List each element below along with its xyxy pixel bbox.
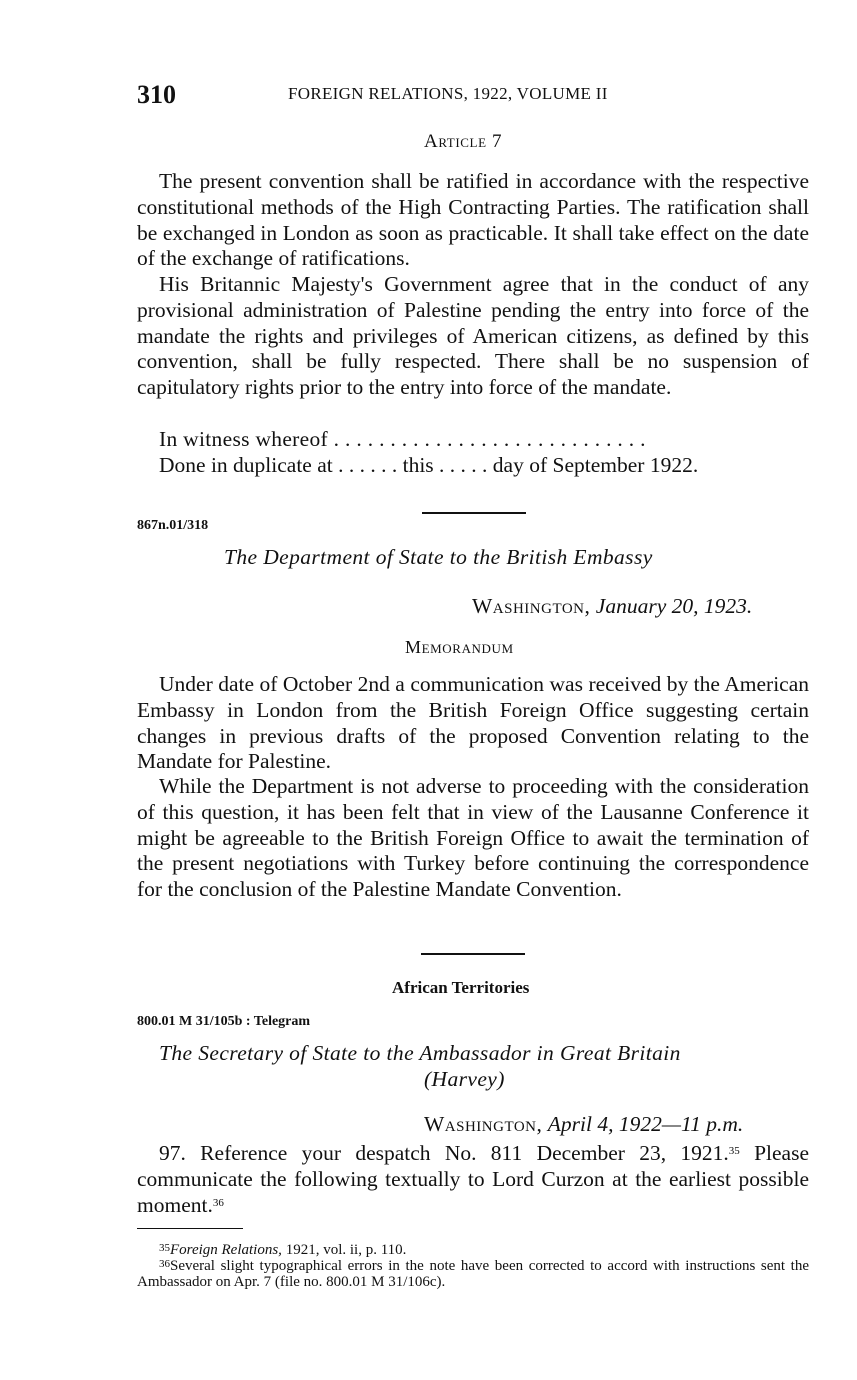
article-paragraph-1 (137, 169, 809, 272)
file-number: 800.01 M 31/105b : Telegram (137, 1014, 311, 1029)
footnote-36 (137, 1259, 809, 1290)
dateline-date: January 20, 1923. (595, 594, 753, 618)
footnote-text: 1921, vol. ii, p. 110. (281, 1242, 407, 1258)
memorandum-paragraph-1 (137, 672, 809, 775)
footnote-ref-35: 35 (728, 1145, 740, 1157)
article-paragraph-2 (137, 272, 809, 401)
article-paragraph-1-text: The present convention shall be ratified in accordance with the respective constitutional methods of the High Contracting Parties. The ratification shall be exchanged in London as soon as practicable. It shall take effect on the date of the exchange of ratifications. (137, 169, 809, 271)
footnote-title: Foreign Relations, (170, 1242, 282, 1258)
footnote-35 (137, 1243, 809, 1259)
dateline (472, 594, 752, 619)
footnote-rule (137, 1228, 243, 1229)
document-title: The Secretary of State to the Ambassador in Great Britain (159, 1041, 681, 1065)
footnote-text: Several slight typographical errors in the note have been corrected to accord with instructions sent the Ambassador on Apr. 7 (file no. 800.01 M 31/106c). (137, 1258, 809, 1290)
done-line: Done in duplicate at . . . . . . this . . . . . day of September 1922. (159, 453, 699, 477)
dateline-place: Washington, (424, 1112, 543, 1136)
document-title: The Department of State to the British Embassy (224, 545, 653, 569)
footnote-mark: 35 (159, 1242, 170, 1254)
page-number: 310 (137, 80, 176, 109)
dateline (424, 1112, 743, 1137)
article-paragraph-2-text: His Britannic Majesty's Government agree that in the conduct of any provisional administration of Palestine pending the entry into force of the mandate the rights and privileges of American citizens, as defined by this convention, shall be fully respected. There shall be no suspension of capitulatory rights prior to the entry into force of the mandate. (137, 272, 809, 400)
telegram-paragraph (137, 1141, 809, 1218)
telegram-paragraph-text: 97. Reference your despatch No. 811 December 23, 1921. (159, 1141, 729, 1165)
article-heading: Article 7 (424, 131, 503, 152)
dateline-place: Washington, (472, 594, 591, 618)
document-title-addressee: (Harvey) (424, 1067, 505, 1091)
running-title: FOREIGN RELATIONS, 1922, VOLUME II (288, 84, 608, 103)
dateline-date: April 4, 1922—11 p.m. (547, 1112, 744, 1136)
memorandum-paragraph-2-text: While the Department is not adverse to proceeding with the consideration of this question, it has been felt that in view of the Lausanne Conference it might be agreeable to the British Foreign Office to await the termination of the present negotiations with Turkey before continuing the correspondence for the conclusion of the Palestine Mandate Convention. (137, 774, 809, 902)
section-divider (421, 953, 525, 955)
witness-line: In witness whereof . . . . . . . . . . . . . . . . . . . . . . . . . . . . (159, 427, 646, 451)
footnote-ref-36: 36 (212, 1196, 224, 1209)
section-divider (422, 512, 526, 514)
footnote-mark: 36 (159, 1258, 170, 1270)
section-heading: African Territories (392, 978, 530, 997)
memorandum-paragraph-1-text: Under date of October 2nd a communication was received by the American Embassy in London from the British Foreign Office suggesting certain changes in previous drafts of the proposed Convention relating to the Mandate for Palestine. (137, 672, 809, 774)
memorandum-heading: Memorandum (405, 637, 514, 657)
file-number: 867n.01/318 (137, 518, 209, 533)
telegram-paragraph-text-cont: Please communicate the following textually to Lord Curzon at the earliest possible moment. (137, 1141, 809, 1217)
memorandum-paragraph-2 (137, 774, 809, 903)
